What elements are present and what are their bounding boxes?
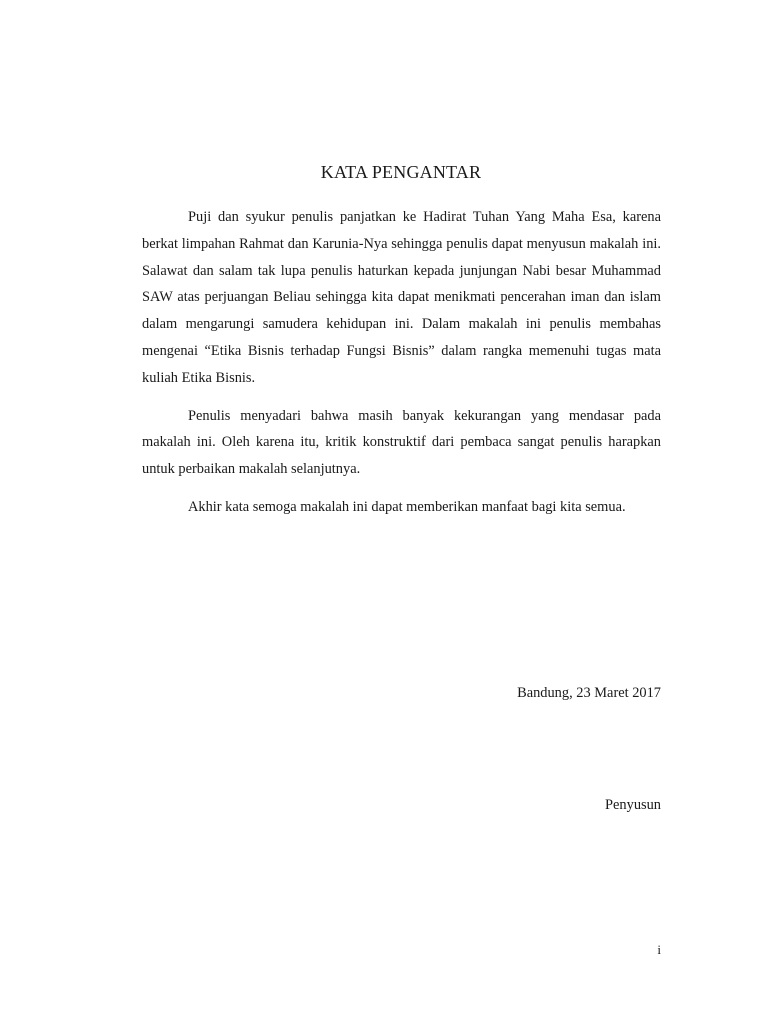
author-signature: Penyusun <box>605 797 661 813</box>
paragraph-closing: Akhir kata semoga makalah ini dapat memberikan manfaat bagi kita semua. <box>188 498 626 515</box>
paragraph-opening: Puji dan syukur penulis panjatkan ke Hadirat Tuhan Yang Maha Esa, karena berkat limpahan Rahmat dan Karunia-Nya sehingga penulis dapat menyusun makalah ini. Salawat dan salam tak lupa penulis haturkan kepada junjungan Nabi besar Muhammad SAW atas perjuangan Beliau sehingga kita dapat menikmati pencerahan iman dan islam dalam mengarungi samudera kehidupan ini. Dalam makalah ini penulis membahas mengenai “Etika Bisnis terhadap Fungsi Bisnis” dalam rangka memenuhi tugas mata kuliah Etika Bisnis. <box>142 209 661 386</box>
place-date: Bandung, 23 Maret 2017 <box>517 685 661 701</box>
page-number: i <box>657 942 661 957</box>
body-text <box>142 204 661 521</box>
paragraph-acknowledgement: Penulis menyadari bahwa masih banyak kekurangan yang mendasar pada makalah ini. Oleh karena itu, kritik konstruktif dari pembaca sangat penulis harapkan untuk perbaikan makalah selanjutnya. <box>142 407 661 478</box>
page-title: KATA PENGANTAR <box>320 162 482 182</box>
